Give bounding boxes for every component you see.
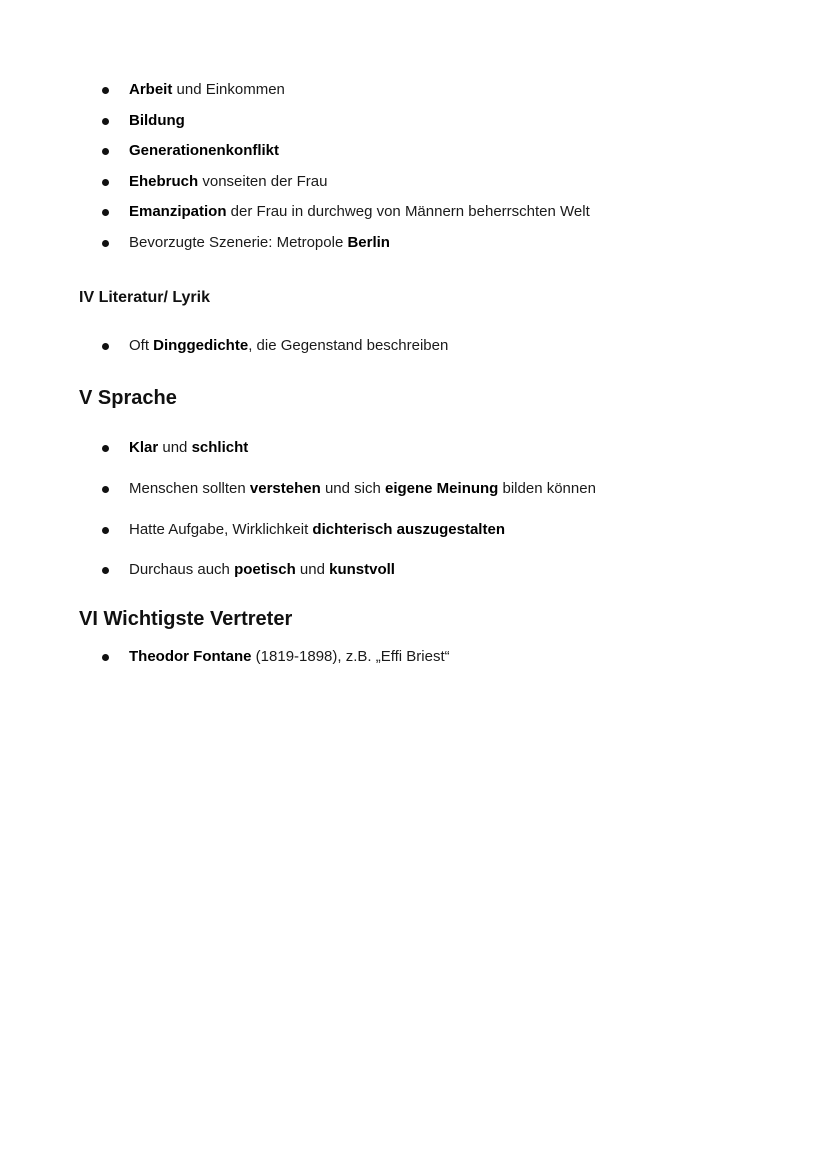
bullet-icon — [102, 567, 109, 574]
bullet-icon — [102, 343, 109, 350]
list-item-text: Generationenkonflikt — [129, 142, 280, 159]
list-item — [0, 171, 760, 193]
list-item-text: Theodor Fontane (1819-1898), z.B. „Effi Briest“ — [129, 648, 450, 665]
list-item — [0, 335, 760, 357]
list-item — [0, 110, 760, 132]
list-item — [0, 646, 760, 668]
list-item-text: Hatte Aufgabe, Wirklichkeit dichterisch auszugestalten — [129, 521, 505, 538]
bullet-icon — [102, 486, 109, 493]
list-item — [0, 201, 760, 223]
bullet-icon — [102, 527, 109, 534]
bullet-icon — [102, 179, 109, 186]
list-item — [0, 140, 760, 162]
list-item-text: Durchaus auch poetisch und kunstvoll — [129, 561, 395, 578]
section-heading-sprache: V Sprache — [79, 387, 177, 409]
list-item — [0, 559, 760, 581]
list-item — [0, 519, 760, 541]
list-item — [0, 232, 760, 254]
list-item — [0, 437, 760, 459]
bullet-icon — [102, 148, 109, 155]
section-heading-vertreter: VI Wichtigste Vertreter — [79, 608, 293, 630]
bullet-icon — [102, 87, 109, 94]
bullet-icon — [102, 240, 109, 247]
list-item-text: Emanzipation der Frau in durchweg von Männern beherrschten Welt — [129, 203, 590, 220]
bullet-icon — [102, 209, 109, 216]
list-item-text: Menschen sollten verstehen und sich eigene Meinung bilden können — [129, 480, 596, 497]
bullet-icon — [102, 654, 109, 661]
list-item-text: Bevorzugte Szenerie: Metropole Berlin — [129, 234, 390, 251]
list-item — [0, 79, 760, 101]
list-item-text: Ehebruch vonseiten der Frau — [129, 173, 328, 190]
bullet-icon — [102, 445, 109, 452]
list-item — [0, 478, 760, 500]
list-item-text: Bildung — [129, 112, 185, 129]
list-item-text: Klar und schlicht — [129, 439, 249, 456]
bullet-icon — [102, 118, 109, 125]
list-item-text: Oft Dinggedichte, die Gegenstand beschreiben — [129, 337, 449, 354]
section-heading-literatur: IV Literatur/ Lyrik — [79, 289, 210, 306]
list-item-text: Arbeit und Einkommen — [129, 81, 285, 98]
